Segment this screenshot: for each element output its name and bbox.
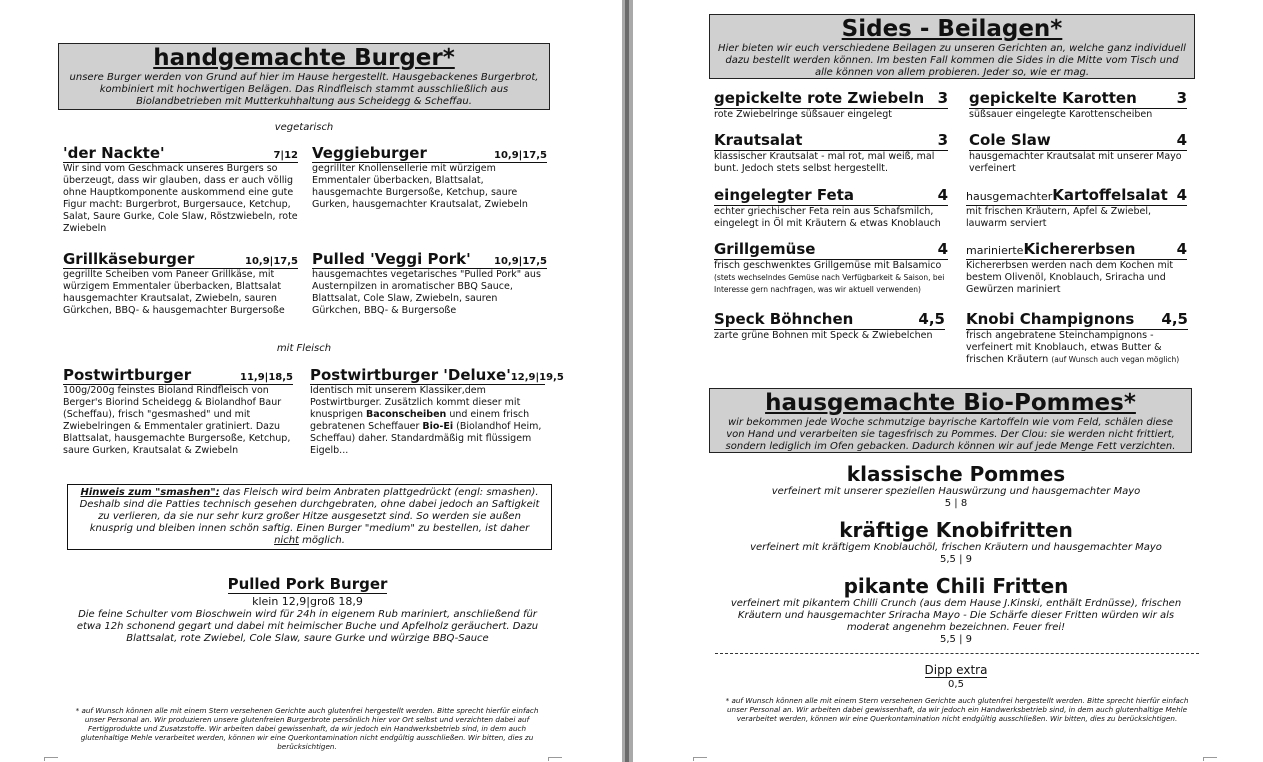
page-right (633, 0, 1263, 762)
pommes-item-description: verfeinert mit kräftigem Knoblauchöl, frischen Kräutern und hausgemachter Mayo (750, 542, 1162, 553)
side-item-name-text: eingelegter Feta (714, 186, 855, 204)
hint-text: das Fleisch wird beim Anbraten plattgedrückt (engl: smashen). Deshalb sind die Patties technisch gesehen durchgebraten, ohne dabei jedoch an Saftigkeit zu verlieren, da sie nur sehr kurz großer Hitze ausgesetzt sind. So werden sie außen knusprig und bleiben innen schön saftig. Einen Burger "medium" zu bestellen, ist daher (79, 487, 540, 534)
desc-text: (Biolandhof Heim, Scheffau) daher. Standardmäßig mit flüssigem Eigelb... (310, 421, 542, 456)
menu-item-description: Wir sind vom Geschmack unseres Burgers so überzeugt, dass wir glauben, dass er auch völlig ohne Hauptkomponente auskommend eine gute Figur macht: Burgerbrot, Burgersauce, Ketchup, Salat, Saure Gurke, Cole Slaw, Röstzwiebeln, rote Zwiebeln (63, 163, 298, 234)
menu-item (63, 251, 298, 317)
side-item-price: 3 (1176, 89, 1187, 107)
menu-item-description: gegrillter Knollensellerie mit würzigem Emmentaler überbacken, Blattsalat, hausgemachte Burgersoße, Ketchup, saure Gurken, hausgemachter Krautsalat, Zwiebeln (312, 163, 528, 210)
menu-item-header (312, 251, 547, 269)
menu-item (312, 251, 547, 317)
side-item-prefix: hausgemachter (966, 190, 1053, 203)
page-gutter (622, 0, 633, 762)
side-item (969, 89, 1187, 121)
desc-text: und einem frisch gebratenen Scheffauer (310, 409, 530, 432)
side-item (714, 240, 948, 296)
side-item-header (969, 89, 1187, 109)
menu-item-header (63, 251, 298, 269)
page-corner-mark (548, 757, 562, 761)
side-item-header (714, 310, 945, 330)
side-item-name (714, 90, 924, 108)
menu-item-price: 7|12 (273, 150, 298, 161)
side-item (714, 131, 948, 175)
pommes-item-name: kräftige Knobifritten (839, 518, 1073, 542)
side-item-price: 4 (1176, 240, 1187, 258)
desc-bold-bacon: Baconscheiben (365, 409, 447, 420)
side-item-header (966, 186, 1187, 206)
side-item-name-text: Knobi Champignons (966, 310, 1135, 328)
pommes-item-name: pikante Chili Fritten (843, 574, 1069, 598)
desc-bold-bio-ei: Bio-Ei (422, 421, 454, 432)
side-item-name-text: Cole Slaw (969, 131, 1051, 149)
side-item-header (966, 310, 1188, 330)
menu-item-header (310, 366, 564, 385)
pommes-item-name: klassische Pommes (846, 462, 1066, 486)
side-item-description-text: frisch angebratene Steinchampignons - verfeinert mit Knoblauch, etwas Butter & frischen Kräutern (966, 330, 1162, 365)
menu-item-name: Postwirtburger (63, 366, 192, 384)
side-item-name (714, 311, 853, 329)
pommes-item-price: 5 | 8 (944, 498, 968, 509)
dashed-divider (715, 653, 1199, 654)
side-item (714, 186, 948, 230)
sides-section-title: Sides - Beilagen* (841, 16, 1063, 42)
side-item (966, 240, 1187, 296)
side-item-description: zarte grüne Bohnen mit Speck & Zwiebelchen (714, 330, 933, 341)
menu-item-name: Postwirtburger 'Deluxe' (310, 366, 511, 384)
side-item-description: süßsauer eingelegte Karottenscheiben (969, 109, 1153, 120)
menu-item-header (63, 367, 293, 385)
menu-item-header (312, 145, 547, 163)
side-item-name (969, 90, 1137, 108)
menu-item (312, 145, 547, 211)
side-item-price: 4 (937, 186, 948, 204)
menu-item (63, 145, 298, 235)
side-item (966, 310, 1188, 366)
burger-section-description: unsere Burger werden von Grund auf hier im Hause hergestellt. Hausgebackenes Burgerbrot, kombiniert mit hochwertigen Belägen. Das Rindfleisch stammt ausschließlich aus Biolandbetrieben mit Mutterkuhhaltung aus Scheidegg & Scheffau. (69, 72, 539, 107)
side-item-price: 4 (1176, 186, 1187, 204)
side-item-name-text: Krautsalat (714, 131, 803, 149)
side-item-price: 3 (937, 89, 948, 107)
pulled-pork-section (70, 574, 545, 645)
side-item (966, 186, 1187, 230)
label-meat: mit Fleisch (276, 343, 332, 354)
menu-item-description: hausgemachtes vegetarisches "Pulled Pork" aus Austernpilzen in aromatischer BBQ Sauce, Blattsalat, Cole Slaw, Zwiebeln, sauren Gürkchen, BBQ- & Burgersoße (312, 269, 541, 316)
side-item-header (714, 186, 948, 206)
menu-item-price: 11,9|18,5 (240, 372, 293, 383)
sides-section-description: Hier bieten wir euch verschiedene Beilagen zu unseren Gerichten an, welche ganz individuell dazu bestellt werden können. Im besten Fall kommen die Sides in die Mitte vom Tisch und alle können von allem probieren. Jeder so, wie er mag. (718, 43, 1186, 78)
side-item-name-text: gepickelte Karotten (969, 89, 1137, 107)
side-item-header (714, 89, 948, 109)
right-footnote: * auf Wunsch können alle mit einem Stern versehenen Gerichte auch glutenfrei hergestellt werden. Bitte sprecht hierfür einfach unser Personal an. Wir arbeiten dabei gewissenhaft, da wir jedoch ein Handwerksbetrieb sind, in dem auch glutenhaltige Mehle verarbeitet werden, können wir eine Querkontamination nicht endgültig ausschließen. Wir bitten, dies zu berücksichtigen. (725, 696, 1189, 723)
menu-item-name: 'der Nackte' (63, 144, 165, 162)
pommes-item-price: 5,5 | 9 (940, 554, 972, 565)
menu-item-price: 12,9|19,5 (510, 372, 564, 383)
side-item-description: mit frischen Kräutern, Apfel & Zwiebel, lauwarm serviert (966, 206, 1152, 229)
side-item-name (714, 241, 815, 259)
pommes-item-description: verfeinert mit unserer speziellen Hauswürzung und hausgemachter Mayo (771, 486, 1141, 497)
side-item-description (966, 330, 1188, 366)
pommes-section-title: hausgemachte Bio-Pommes* (765, 390, 1136, 416)
side-item (714, 89, 948, 121)
side-item-price: 3 (937, 131, 948, 149)
side-item-prefix: marinierte (966, 244, 1024, 257)
menu-item-name: Veggieburger (312, 144, 427, 162)
side-item-description: hausgemachter Krautsalat mit unserer Mayo verfeinert (969, 151, 1182, 174)
side-item (714, 310, 945, 342)
side-item-name (969, 132, 1051, 150)
sides-header-box (709, 14, 1195, 79)
side-item-name (714, 187, 854, 205)
side-item-note: (auf Wunsch auch vegan möglich) (1051, 355, 1180, 364)
pommes-item (719, 462, 1193, 510)
side-item-description: rote Zwiebelringe süßsauer eingelegt (714, 109, 892, 120)
pommes-item-description: verfeinert mit pikantem Chilli Crunch (aus dem Hause J.Kinski, enthält Erdnüsse), frischen Kräutern und hausgemachter Sriracha Mayo - Die Schärfe dieser Fritten würden wir als moderat angenehm bezeichnen. Feuer frei! (730, 598, 1182, 633)
side-item-price: 4 (937, 240, 948, 258)
side-item-header (969, 131, 1187, 151)
hint-label: Hinweis zum "smashen": (80, 487, 220, 498)
page-corner-mark (44, 757, 58, 761)
side-item-name-text: Speck Böhnchen (714, 310, 854, 328)
pulled-pork-name: Pulled Pork Burger (227, 575, 388, 593)
side-item-name (966, 241, 1135, 259)
menu-item-price: 10,9|17,5 (494, 150, 547, 161)
pommes-section-description: wir bekommen jede Woche schmutzige bayrische Kartoffeln wie vom Feld, schälen diese von Hand und verarbeiten sie tagesfrisch zu Pommes. Der Clou: sie werden nicht frittiert, sondern lediglich im Ofen gebacken. Dadurch können wir auf jede Menge Fett verzichten. (725, 417, 1176, 452)
side-item-header (966, 240, 1187, 260)
side-item-name (966, 311, 1134, 329)
left-footnote: * auf Wunsch können alle mit einem Stern versehenen Gerichte auch glutenfrei hergestellt werden. Bitte sprecht hierfür einfach unser Personal an. Wir produzieren unsere glutenfreien Burgerbrote persönlich hier vor Ort selbst und verzichten dabei auf Fertigprodukte und Zusatzstoffe. Wir arbeiten dabei gewissenhaft, da wir jedoch ein Handwerksbetrieb sind, in dem auch glutenhaltige Mehle verarbeitet werden, können wir eine Querkontamination nicht endgültig ausschließen. Wir bitten, dies zu berücksichtigen. (75, 706, 539, 751)
desc-text: Identisch mit unserem Klassiker,dem Postwirtburger. Zusätzlich kommt dieser mit knusprigen (310, 385, 521, 420)
side-item-name-text: Kartoffelsalat (1052, 186, 1168, 204)
hint-text-end: möglich. (298, 535, 345, 546)
side-item-header (714, 240, 948, 260)
menu-item-description (310, 385, 545, 457)
label-vegetarian: vegetarisch (274, 122, 334, 133)
pommes-item (719, 518, 1193, 566)
menu-item (310, 366, 564, 457)
menu-item-header (63, 145, 298, 163)
side-item-note: (stets wechselndes Gemüse nach Verfügbarkeit & Saison, bei Interesse gern nachfragen, was wir aktuell verwenden) (714, 273, 945, 294)
side-item-description: echter griechischer Feta rein aus Schafsmilch, eingelegt in Öl mit Kräutern & etwas Knoblauch (714, 206, 941, 229)
pommes-item-price: 5,5 | 9 (940, 634, 972, 645)
side-item-description: frisch geschwenktes Grillgemüse mit Balsamico (714, 260, 942, 271)
menu-item-description: gegrillte Scheiben vom Paneer Grillkäse, mit würzigem Emmentaler überbacken, Blattsalat hausgemachter Krautsalat, Zwiebeln, sauren Gürkchen, BBQ- & hausgemachter Burgersoße (63, 269, 285, 316)
page-corner-mark (693, 757, 707, 761)
side-item-name (966, 187, 1168, 205)
menu-item-price: 10,9|17,5 (245, 256, 298, 267)
side-item-description: klassischer Krautsalat - mal rot, mal weiß, mal bunt. Jedoch stets selbst hergestellt. (714, 151, 935, 174)
side-item (969, 131, 1187, 175)
side-item-price: 4,5 (918, 310, 945, 328)
menu-item-name: Pulled 'Veggi Pork' (312, 250, 471, 268)
menu-item-description: 100g/200g feinstes Bioland Rindfleisch von Berger's Biorind Scheidegg & Biolandhof Baur (Scheffau), frisch "gesmashed" und mit Zwiebelringen & Emmentaler gratiniert. Dazu Blattsalat, hausgemachte Burgersoße, Ketchup, saure Gurken, Krautsalat & Zwiebeln (63, 385, 291, 456)
burger-section-title: handgemachte Burger* (153, 45, 455, 71)
dipp-extra-name: Dipp extra (924, 663, 988, 677)
pulled-pork-price: klein 12,9|groß 18,9 (252, 595, 363, 608)
dipp-extra (719, 659, 1193, 691)
side-item-name (714, 132, 802, 150)
side-item-price: 4 (1176, 131, 1187, 149)
dipp-extra-price: 0,5 (948, 679, 964, 690)
side-item-price: 4,5 (1161, 310, 1188, 328)
page-corner-mark (1203, 757, 1217, 761)
menu-item-price: 10,9|17,5 (494, 256, 547, 267)
menu-item-name: Grillkäseburger (63, 250, 195, 268)
hint-not: nicht (274, 535, 299, 546)
smash-hint-box (67, 484, 552, 550)
side-item-name-text: gepickelte rote Zwiebeln (714, 89, 925, 107)
page-left (0, 0, 622, 762)
pommes-item (719, 574, 1193, 646)
side-item-name-text: Grillgemüse (714, 240, 816, 258)
menu-item (63, 367, 293, 457)
side-item-description: Kichererbsen werden nach dem Kochen mit bestem Olivenöl, Knoblauch, Sriracha und Gewürzen mariniert (966, 260, 1174, 295)
side-item-header (714, 131, 948, 151)
pommes-header-box (709, 388, 1192, 453)
burger-header-box (58, 43, 550, 110)
side-item-name-text: Kichererbsen (1023, 240, 1136, 258)
pulled-pork-description: Die feine Schulter vom Bioschwein wird für 24h in eigenem Rub mariniert, anschließend für etwa 12h schonend gegart und dabei mit heimischer Buche und Apfelholz geräuchert. Dazu Blattsalat, rote Zwiebel, Cole Slaw, saure Gurke und würzige BBQ-Sauce (76, 609, 539, 644)
